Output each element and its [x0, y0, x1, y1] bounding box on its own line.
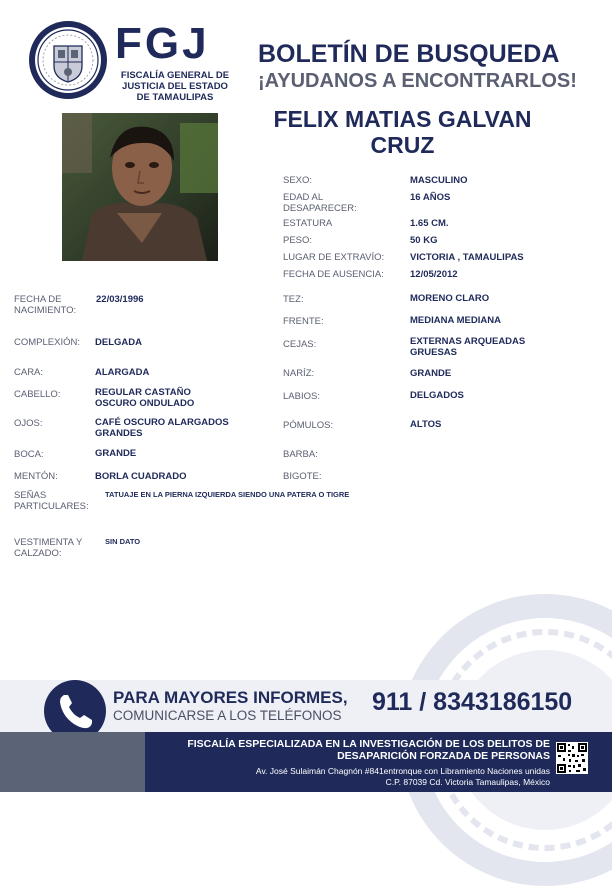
logo-subtitle-line: FISCALÍA GENERAL DE — [120, 70, 230, 81]
person-name-line: CRUZ — [370, 132, 435, 158]
logo-text: FGJ — [115, 19, 210, 68]
label-sexo: SEXO: — [283, 175, 313, 186]
logo-subtitle-line: JUSTICIA DEL ESTADO — [122, 81, 228, 92]
value-peso: 50 KG — [410, 235, 438, 246]
label-nacimiento — [14, 294, 76, 316]
value-nariz: GRANDE — [410, 368, 452, 379]
value-line: GRANDES — [95, 428, 143, 439]
label-fecha-ausencia: FECHA DE AUSENCIA: — [283, 269, 384, 280]
label-ojos: OJOS: — [14, 418, 43, 429]
value-tez: MORENO CLARO — [410, 293, 490, 304]
value-complexion: DELGADA — [95, 337, 142, 348]
value-senas: TATUAJE EN LA PIERNA IZQUIERDA SIENDO UNA PATERA O TIGRE — [105, 490, 350, 499]
logo-subtitle-line: DE TAMAULIPAS — [136, 92, 214, 103]
contact-subheading: COMUNICARSE A LOS TELÉFONOS — [113, 708, 342, 723]
value-labios: DELGADOS — [410, 390, 464, 401]
person-name — [250, 106, 555, 158]
label-senas — [14, 490, 89, 512]
label-line: CALZADO: — [14, 548, 62, 559]
label-cabello: CABELLO: — [14, 389, 61, 400]
label-peso: PESO: — [283, 235, 313, 246]
label-pomulos: PÓMULOS: — [283, 420, 334, 431]
label-cara: CARA: — [14, 367, 44, 378]
label-vestimenta — [14, 537, 82, 559]
value-vestimenta: SIN DATO — [105, 537, 141, 546]
person-photo — [62, 113, 218, 261]
person-name-line: FELIX MATIAS GALVAN — [273, 106, 532, 132]
contact-heading: PARA MAYORES INFORMES, — [113, 688, 348, 707]
label-barba: BARBA: — [283, 449, 318, 460]
label-line: DESAPARECER: — [283, 203, 357, 214]
label-line: EDAD AL — [283, 192, 324, 203]
value-cabello — [95, 387, 194, 409]
label-menton: MENTÓN: — [14, 471, 58, 482]
bulletin-title: BOLETÍN DE BUSQUEDA — [258, 40, 560, 68]
value-menton: BORLA CUADRADO — [95, 471, 187, 482]
label-estatura: ESTATURA — [283, 218, 333, 229]
value-sexo: MASCULINO — [410, 175, 468, 186]
state-seal-icon — [28, 20, 108, 100]
value-line: EXTERNAS ARQUEADAS — [410, 336, 526, 347]
value-line: GRUESAS — [410, 347, 457, 358]
value-cejas — [410, 336, 525, 358]
label-bigote: BIGOTE: — [283, 471, 322, 482]
footer-address: Av. José Sulaimán Chagnón #841entronque con Libramiento Naciones unidas — [255, 766, 550, 776]
value-boca: GRANDE — [95, 448, 137, 459]
bulletin-subtitle: ¡AYUDANOS A ENCONTRARLOS! — [258, 70, 577, 92]
qr-code-icon — [556, 742, 588, 774]
value-cara: ALARGADA — [95, 367, 150, 378]
footer-agency-line: FISCALÍA ESPECIALIZADA EN LA INVESTIGACIÓN DE LOS DELITOS DE — [187, 738, 550, 750]
footer-agency-line: DESAPARICIÓN FORZADA DE PERSONAS — [337, 750, 550, 762]
value-lugar: VICTORIA , TAMAULIPAS — [410, 252, 524, 263]
label-line: PARTICULARES: — [14, 501, 89, 512]
label-frente: FRENTE: — [283, 316, 324, 327]
label-tez: TEZ: — [283, 294, 304, 305]
label-lugar: LUGAR DE EXTRAVÍO: — [283, 252, 385, 263]
value-nacimiento: 22/03/1996 — [96, 294, 144, 305]
label-line: FECHA DE — [14, 294, 62, 305]
value-edad: 16 AÑOS — [410, 192, 451, 203]
logo-subtitle — [115, 70, 235, 103]
value-fecha-ausencia: 12/05/2012 — [410, 269, 458, 280]
label-line: VESTIMENTA Y — [14, 537, 83, 548]
label-cejas: CEJAS: — [283, 339, 317, 350]
label-edad — [283, 192, 357, 214]
label-line: SEÑAS — [14, 490, 47, 501]
value-frente: MEDIANA MEDIANA — [410, 315, 501, 326]
label-nariz: NARÍZ: — [283, 368, 315, 379]
label-line: NACIMIENTO: — [14, 305, 77, 316]
footer-address: C.P. 87039 Cd. Victoria Tamaulipas, México — [385, 777, 550, 787]
value-pomulos: ALTOS — [410, 419, 442, 430]
phone-number: 911 / 8343186150 — [372, 688, 573, 716]
label-complexion: COMPLEXIÓN: — [14, 337, 80, 348]
value-ojos — [95, 417, 229, 439]
value-line: CAFÉ OSCURO ALARGADOS — [95, 417, 229, 428]
label-boca: BOCA: — [14, 449, 44, 460]
value-line: REGULAR CASTAÑO — [95, 387, 191, 398]
value-line: OSCURO ONDULADO — [95, 398, 195, 409]
value-estatura: 1.65 CM. — [410, 218, 449, 229]
label-labios: LABIOS: — [283, 391, 320, 402]
